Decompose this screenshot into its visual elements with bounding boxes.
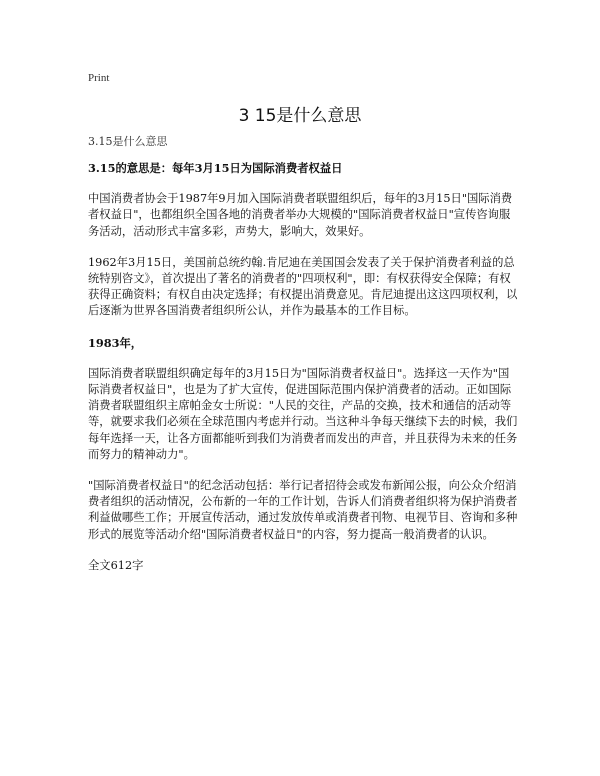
paragraph-1: 中国消费者协会于1987年9月加入国际消费者联盟组织后，每年的3月15日"国际消费者权益日"，也都组织全国各地的消费者举办大规模的"国际消费者权益日"宣传咨询服务活动，活动形式丰富多彩，声势大，影响大，效果好。 bbox=[88, 192, 513, 238]
paragraph-4: "国际消费者权益日"的纪念活动包括：举行记者招待会或发布新闻公报，向公众介绍消费者组织的活动情况，公布新的一年的工作计划，告诉人们消费者组织将为保护消费者利益做哪些工作；开展宣传活动，通过发放传单或消费者刊物、电视节目、咨询和多种形式的展览等活动介绍"国际消费者权益日"的内容，努力提高一般消费者的认识。 bbox=[88, 479, 518, 541]
paragraph-3: 国际消费者联盟组织确定每年的3月15日为"国际消费者权益日"。选择这一天作为"国际消费者权益日"，也是为了扩大宣传，促进国际范围内保护消费者的活动。正如国际消费者联盟组织主席帕金女士所说："人民的交往，产品的交换，技术和通信的活动等等，就要求我们必须在全球范围内考虑并行动。当这种斗争每天继续下去的时候，我们每年选择一天，让各方面都能听到我们为消费者而发出的声音，并且获得为未来的任务而努力的精神动力"。 bbox=[88, 366, 518, 461]
paragraph-2: 1962年3月15日，美国前总统约翰.肯尼迪在美国国会发表了关于保护消费者利益的总统特别咨文》，首次提出了著名的消费者的"四项权利"，即：有权获得安全保障；有权获得正确资料；有权自由决定选择；有权提出消费意见。肯尼迪提出这这四项权利，以后逐渐为世界各国消费者组织所公认，并作为最基本的工作目标。 bbox=[88, 255, 518, 318]
page-title: 3 15是什么意思 bbox=[238, 106, 362, 126]
word-count: 全文612字 bbox=[88, 558, 144, 572]
article-subtitle: 3.15是什么意思 bbox=[88, 135, 168, 148]
article-lead: 3.15的意思是：每年3月15日为国际消费者权益日 bbox=[88, 161, 343, 175]
article-body bbox=[88, 160, 520, 589]
year-heading: 1983年， bbox=[88, 335, 143, 350]
print-link[interactable]: Print bbox=[88, 72, 110, 84]
